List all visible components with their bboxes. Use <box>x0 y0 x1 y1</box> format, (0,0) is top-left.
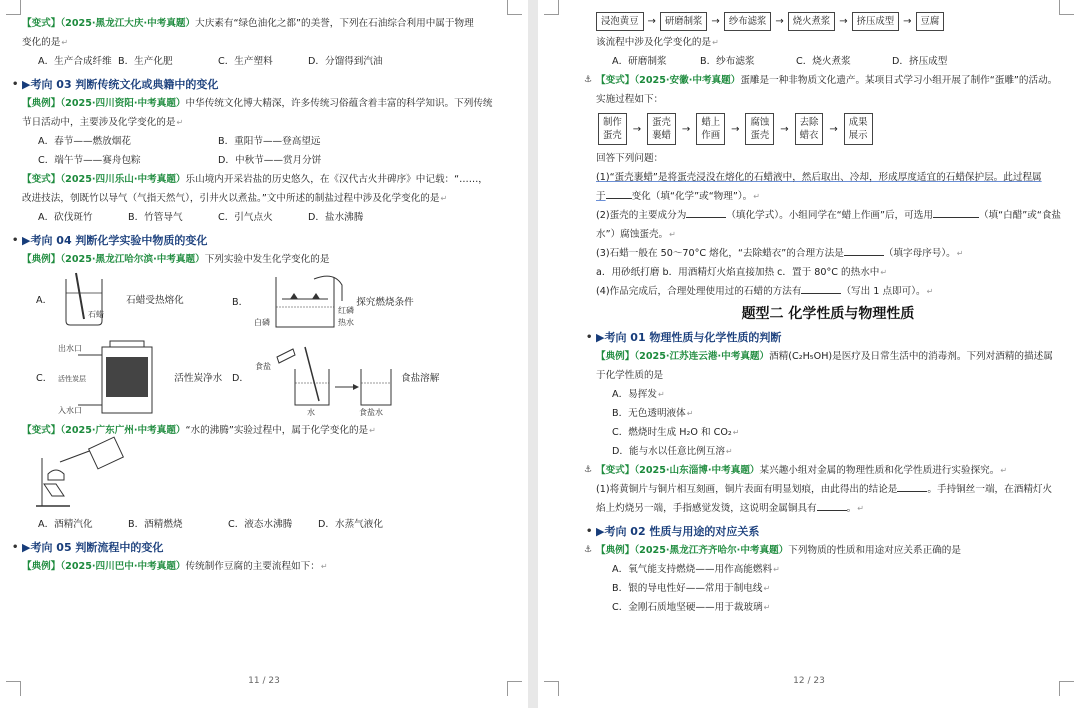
document-page-12: 浸泡黄豆 → 研磨制浆 → 纱布滤浆 → 烧火煮浆 → 挤压成型 → 豆腐 该流程中涉及化学变化的是↵ A．研磨制浆 B．纱布滤浆 C．烧火煮浆 D．挤压成型 ⚓ 【变式】（2025·安徽·中考真题）蛋雕是一种非物质文化遗产。某项目式学习小组开展了制作“蛋雕”的活动。 实施过程如下： 制作 蛋壳 → 蛋壳 裹蜡 → 蜡上 作画 → 腐蚀 蛋壳 → 去除 蜡衣 → 成果 展示 回答下列问题： (1)“蛋壳裹蜡”是将蛋壳浸没在熔化的石蜡液中，然后取出、冷却，形成厚度适宜的石蜡保护层。此过程属 于 变化（填“化学”或“物理”）。↵ (2)蛋壳的主要成分为 （填化学式）。小组同学在“蜡上作画”后，可选用 （填“白醋”或“食盐 水”）腐蚀蛋壳。↵ (3)石蜡一般在 50～70°C 熔化，“去除蜡衣”的合理方法是 （填字母序号）。↵ a．用砂纸打磨 b．用酒精灯火焰直接加热 c．置于 80°C 的热水中↵ (4)作品完成后，合理处理使用过的石蜡的方法有 （写出 1 点即可）。↵ 题型二 化学性质与物理性质 • ▶考向 01 物理性质与化学性质的判断 【典例】（2025·江苏连云港·中考真题）酒精(C₂H₅OH)是医疗及日常生活中的消毒剂。下列对酒精的描述属 于化学性质的是 A．易挥发↵ B．无色透明液体↵ C．燃烧时生成 H₂O 和 CO₂↵ D．能与水以任意比例互溶↵ ⚓ 【变式】（2025·山东淄博·中考真题）某兴趣小组对金属的物理性质和化学性质进行实验探究。↵ (1)将黄铜片与铜片相互刻画，铜片表面有明显划痕，由此得出的结论是 。手持铜丝一端，在酒精灯火 焰上灼烧另一端，手指感觉发烫，这说明金属铜具有 。↵ • ▶考向 02 性质与用途的对应关系 ⚓ 【典例】（2025·黑龙江齐齐哈尔·中考真题）下列物质的性质和用途对应关系正确的是 A．氧气能支持燃烧——用作高能燃料↵ B．银的导电性好——常用于制电线↵ C．金刚石质地坚硬——用于裁玻璃↵ 12 / 23 <box>538 0 1080 708</box>
answer-blank[interactable] <box>933 217 979 218</box>
page-number: 12 / 23 <box>793 676 825 686</box>
question-10: ⚓ 【典例】（2025·黑龙江齐齐哈尔·中考真题）下列物质的性质和用途对应关系正确的是 <box>596 541 1060 560</box>
svg-text:活性炭层: 活性炭层 <box>58 375 87 383</box>
question-9: ⚓ 【变式】（2025·山东淄博·中考真题）某兴趣小组对金属的物理性质和化学性质进行实验探究。↵ <box>596 461 1060 480</box>
section-title-type2: 题型二 化学性质与物理性质 <box>741 306 915 322</box>
water-purifier-figure <box>58 339 168 417</box>
egg-carving-flowchart: 制作 蛋壳 → 蛋壳 裹蜡 → 蜡上 作画 → 腐蚀 蛋壳 → 去除 蜡衣 → 成果 展示 <box>598 113 1060 145</box>
anchor-icon: ⚓ <box>584 465 593 475</box>
question-7: ⚓ 【变式】（2025·安徽·中考真题）蛋雕是一种非物质文化遗产。某项目式学习小组开展了制作“蛋雕”的活动。 <box>596 71 1060 90</box>
anchor-icon: ⚓ <box>584 75 593 85</box>
answer-blank[interactable] <box>897 491 927 492</box>
question-1: 【变式】（2025·黑龙江大庆·中考真题）大庆素有“绿色油化之都”的美誉，下列在石油综合利用中属于物理 <box>22 18 474 29</box>
question-8: 【典例】（2025·江苏连云港·中考真题）酒精(C₂H₅OH)是医疗及日常生活中的消毒剂。下列对酒精的描述属 <box>596 351 1053 362</box>
page-number: 11 / 23 <box>248 676 280 686</box>
salt-dissolving-figure <box>255 339 395 417</box>
document-page-11: 【变式】（2025·黑龙江大庆·中考真题）大庆素有“绿色油化之都”的美誉，下列在石油综合利用中属于物理 变化的是↵ A．生产合成纤维 B．生产化肥 C．生产塑料 D．分馏得到汽油 • ▶考向 03 判断传统文化或典籍中的变化 【典例】（2025·四川资阳·中考真题）中华传统文化博大精深，许多传统习俗蕴含着丰富的科学知识。下列传统 节日活动中，主要涉及化学变化的是↵ A．春节——燃放烟花 B．重阳节——登高望远 C．端午节——赛舟包粽 D．中秋节——赏月分饼 【变式】（2025·四川乐山·中考真题）乐山境内开采岩盐的历史悠久，在《汉代古火井碑序》中记载：“……， 改进技法，刳既竹以导气（气指天然气），引井火以煮盐。”文中所述的制盐过程中涉及化学变化的是↵ A．砍伐斑竹 B．竹管导气 C．引气点火 D．盐水沸腾 • ▶考向 04 判断化学实验中物质的变化 【典例】（2025·黑龙江哈尔滨·中考真题）下列实验中发生化学变化的是 A． 石蜡 石蜡受热熔化 B． 白磷 红磷 热水 探究燃烧条件 C． 出水口 活性炭层 入水口 活性炭净水 D． 食盐 水 食盐水 食盐溶解 【变式】（2025·广东广州·中考真题）“水的沸腾”实验过程中，属于化学变化的是↵ A．酒精汽化 B．酒精燃烧 C．液态水沸腾 D．水蒸气液化 • ▶考向 05 判断流程中的变化 【典例】（2025·四川巴中·中考真题）传统制作豆腐的主要流程如下：↵ 11 / 23 <box>0 0 528 708</box>
section-heading-01: • ▶考向 01 物理性质与化学性质的判断 <box>586 331 782 344</box>
svg-text:入水口: 入水口 <box>58 406 83 415</box>
boiling-water-apparatus-figure <box>30 440 140 508</box>
answer-blank[interactable] <box>817 510 847 511</box>
answer-blank[interactable] <box>606 198 632 199</box>
svg-text:出水口: 出水口 <box>58 344 83 353</box>
crop-mark <box>544 0 559 15</box>
svg-text:石蜡: 石蜡 <box>88 310 105 319</box>
svg-text:食盐: 食盐 <box>254 362 271 371</box>
crop-mark <box>1059 0 1074 15</box>
question-5: 【变式】（2025·广东广州·中考真题）“水的沸腾”实验过程中，属于化学变化的是↵ <box>22 425 376 436</box>
combustion-experiment-figure <box>254 271 355 333</box>
tofu-process-flowchart: 浸泡黄豆 → 研磨制浆 → 纱布滤浆 → 烧火煮浆 → 挤压成型 → 豆腐 <box>596 12 1060 31</box>
section-heading-05: • ▶考向 05 判断流程中的变化 <box>12 541 164 554</box>
svg-text:食盐水: 食盐水 <box>358 408 383 417</box>
options: A．生产合成纤维 B．生产化肥 C．生产塑料 D．分馏得到汽油 <box>38 56 383 67</box>
beaker-wax-figure <box>58 271 120 329</box>
section-heading-03: • ▶考向 03 判断传统文化或典籍中的变化 <box>12 78 219 91</box>
question-2: 【典例】（2025·四川资阳·中考真题）中华传统文化博大精深，许多传统习俗蕴含着丰富的科学知识。下列传统 <box>22 98 493 109</box>
answer-blank[interactable] <box>686 217 726 218</box>
crop-mark <box>507 0 522 15</box>
question-4: 【典例】（2025·黑龙江哈尔滨·中考真题）下列实验中发生化学变化的是 <box>22 254 330 265</box>
question-6: 【典例】（2025·四川巴中·中考真题）传统制作豆腐的主要流程如下：↵ <box>22 561 328 572</box>
answer-blank[interactable] <box>844 255 884 256</box>
svg-text:白磷: 白磷 <box>254 318 271 327</box>
figure-row-ab: A． 石蜡 石蜡受热熔化 B． 白磷 红磷 热水 探究燃烧条件 <box>22 271 502 337</box>
figure-row-cd: C． 出水口 活性炭层 入水口 活性炭净水 D． 食盐 水 食盐水 食盐溶解 <box>22 339 502 419</box>
svg-text:红磷: 红磷 <box>338 306 355 315</box>
section-heading-02: • ▶考向 02 性质与用途的对应关系 <box>586 525 760 538</box>
page-gutter <box>528 0 538 708</box>
crop-mark <box>6 0 21 15</box>
answer-blank[interactable] <box>801 293 841 294</box>
anchor-icon: ⚓ <box>584 545 593 555</box>
svg-text:热水: 热水 <box>338 318 355 327</box>
question-3: 【变式】（2025·四川乐山·中考真题）乐山境内开采岩盐的历史悠久，在《汉代古火井碑序》中记载：“……， <box>22 174 488 185</box>
svg-text:水: 水 <box>306 408 315 417</box>
section-heading-04: • ▶考向 04 判断化学实验中物质的变化 <box>12 234 208 247</box>
